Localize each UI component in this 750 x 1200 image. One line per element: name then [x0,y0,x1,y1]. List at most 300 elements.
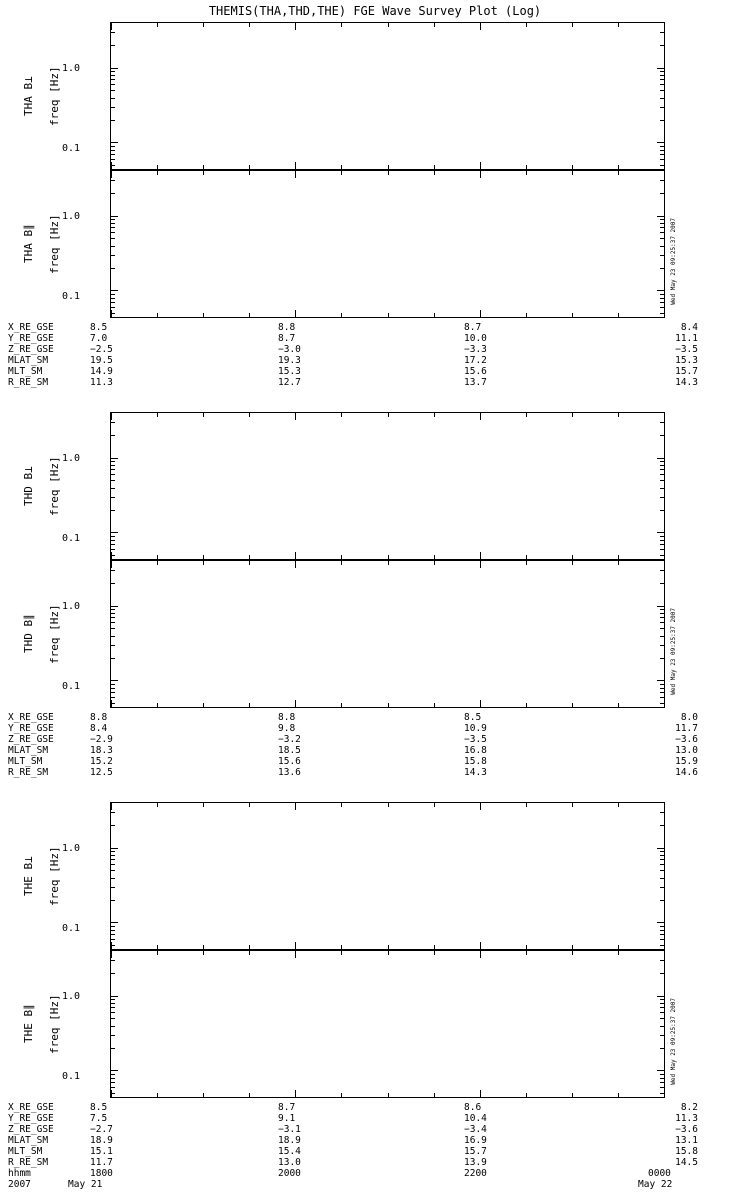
y-tick [111,930,115,931]
ephemeris-row [8,723,748,734]
y-tick [111,536,115,537]
time-axis-ticks [8,1168,748,1179]
y-tick [660,1087,664,1088]
y-tick [111,45,115,46]
y-tick [111,422,115,423]
time-axis-label: hhmm [8,1168,31,1179]
x-tick [341,23,342,27]
x-tick [434,561,435,565]
ephemeris-value: 13.9 [464,1157,487,1168]
ephemeris-value: 11.3 [90,377,113,388]
x-tick [341,171,342,175]
ephemeris-label: Z_RE_GSE [8,734,54,745]
x-tick [388,171,389,175]
y-tick [660,465,664,466]
y-tick [111,268,115,269]
x-tick [618,171,619,175]
x-tick [434,703,435,707]
y-tick [660,302,664,303]
y-tick [111,1012,115,1013]
panel-tha-para [110,170,665,318]
y-tick [660,1007,664,1008]
y-tick [111,934,115,935]
x-tick [618,703,619,707]
y-tick [660,223,664,224]
y-tick [660,617,664,618]
y-tick [660,570,664,571]
time-tick: 0000 [648,1168,671,1179]
y-tick [660,540,664,541]
ephemeris-label: R_RE_SM [8,767,49,778]
y-tick [111,154,115,155]
x-tick [480,942,481,949]
y-tick [111,294,115,295]
x-tick [526,1093,527,1097]
ephemeris-value: 15.2 [90,756,113,767]
ephemeris-value: 8.5 [464,712,482,723]
ephemeris-value: 18.9 [90,1135,113,1146]
ephemeris-value: −3.6 [675,734,698,745]
x-tick [249,703,250,707]
axis-label-tha-perp: THA B⊥ [22,76,35,116]
y-tick [660,474,664,475]
x-tick [388,23,389,27]
y-tick [660,658,664,659]
ephemeris-value: 18.5 [278,745,301,756]
x-tick [157,703,158,707]
y-tick [111,540,115,541]
y-tick [111,851,115,852]
x-tick [249,803,250,807]
ephemeris-value: 15.6 [464,366,487,377]
y-tick [660,180,664,181]
x-tick [157,165,158,169]
y-tick [660,939,664,940]
x-tick [572,555,573,559]
y-tick [111,859,115,860]
y-tick [111,71,115,72]
x-tick [572,703,573,707]
y-tick [111,307,115,308]
y-tick [111,1074,115,1075]
axis-unit-tha-para: freq [Hz] [48,214,61,274]
y-tick [660,645,664,646]
y-tick [111,146,115,147]
y-tick [111,973,115,974]
y-tick [660,544,664,545]
x-tick [295,803,296,810]
y-tick [111,1070,118,1071]
ephemeris-value: 11.3 [675,1113,698,1124]
y-tick [111,692,115,693]
y-tick [111,227,115,228]
y-tick [111,606,118,607]
time-axis-start-date: May 21 [68,1179,103,1190]
ephemeris-label: X_RE_GSE [8,712,54,723]
y-tick [660,1026,664,1027]
y-tick [660,887,664,888]
time-axis-dates [8,1179,748,1190]
x-tick [249,165,250,169]
x-tick [572,561,573,565]
y-tick [111,1018,115,1019]
ephemeris-value: 15.8 [464,756,487,767]
y-tick [111,1078,115,1079]
y-tick [660,107,664,108]
axis-label-thd-para: THD B∥ [22,614,35,654]
x-tick [157,413,158,417]
ephemeris-value: 14.9 [90,366,113,377]
x-tick [618,313,619,317]
ephemeris-value: 16.8 [464,745,487,756]
y-tick [660,1035,664,1036]
x-tick [249,945,250,949]
y-tick [660,232,664,233]
axis-unit-thd-perp: freq [Hz] [48,456,61,516]
ephemeris-row [8,344,748,355]
ephemeris-row [8,745,748,756]
x-tick [388,555,389,559]
time-tick: 2000 [278,1168,301,1179]
y-tick [660,488,664,489]
x-tick [664,310,665,317]
y-tick [660,1018,664,1019]
x-tick [111,942,112,949]
y-tick [111,848,118,849]
ephemeris-label: R_RE_SM [8,1157,49,1168]
x-tick [249,555,250,559]
x-tick [388,951,389,955]
y-tick [111,887,115,888]
ephemeris-value: −3.3 [464,344,487,355]
ephemeris-value: 8.7 [278,1102,296,1113]
y-tick [111,465,115,466]
y-tick [660,497,664,498]
x-tick [341,413,342,417]
y-tick [111,510,115,511]
ephemeris-value: −3.5 [675,344,698,355]
x-tick [664,803,665,810]
y-tick [111,960,115,961]
x-tick [157,171,158,175]
x-tick [157,23,158,27]
x-tick [434,951,435,955]
ephemeris-label: MLT_SM [8,366,43,377]
ephemeris-label: MLAT_SM [8,1135,49,1146]
ephemeris-value: 8.7 [278,333,296,344]
ytick-upper-p5: 1.0 [61,991,80,1002]
x-tick [341,555,342,559]
x-tick [295,310,296,317]
x-tick [295,162,296,169]
x-tick [157,1093,158,1097]
ephemeris-value: 11.1 [675,333,698,344]
time-tick: 1800 [90,1168,113,1179]
y-tick [660,878,664,879]
y-tick [111,219,115,220]
y-tick [660,154,664,155]
ephemeris-value: 15.1 [90,1146,113,1157]
y-tick [657,996,664,997]
x-tick [341,313,342,317]
x-tick [572,945,573,949]
y-tick [660,1074,664,1075]
y-tick [657,142,664,143]
ephemeris-value: 14.5 [675,1157,698,1168]
x-tick [434,555,435,559]
ephemeris-label: MLAT_SM [8,355,49,366]
y-tick [660,422,664,423]
x-tick [526,165,527,169]
y-tick [111,617,115,618]
ephemeris-value: 8.5 [90,1102,108,1113]
ephemeris-label: X_RE_GSE [8,322,54,333]
y-tick [111,1035,115,1036]
render-timestamp-3: Wed May 23 09:25:37 2007 [670,998,677,1085]
y-tick [660,461,664,462]
ephemeris-value: 10.4 [464,1113,487,1124]
ephemeris-value: 19.3 [278,355,301,366]
x-tick [249,561,250,565]
ephemeris-value: 14.6 [675,767,698,778]
y-tick [660,864,664,865]
y-tick [660,536,664,537]
x-tick [388,1093,389,1097]
y-tick [660,146,664,147]
x-tick [295,23,296,30]
y-tick [111,549,115,550]
ephemeris-label: Z_RE_GSE [8,344,54,355]
x-tick [249,951,250,955]
ephemeris-row [8,1146,748,1157]
x-tick [664,1090,665,1097]
ephemeris-value: 15.4 [278,1146,301,1157]
ephemeris-value: 8.6 [464,1102,482,1113]
y-tick [111,878,115,879]
ephemeris-value: 19.5 [90,355,113,366]
y-tick [657,290,664,291]
x-tick [480,803,481,810]
y-tick [657,532,664,533]
x-tick [341,945,342,949]
ephemeris-value: 8.8 [278,712,296,723]
y-tick [660,469,664,470]
x-tick [341,803,342,807]
x-tick [157,555,158,559]
y-tick [660,120,664,121]
y-tick [657,680,664,681]
ephemeris-row [8,1124,748,1135]
y-tick [111,142,118,143]
y-tick [660,219,664,220]
y-tick [660,628,664,629]
y-tick [660,926,664,927]
x-tick [526,561,527,565]
ephemeris-row [8,1157,748,1168]
render-timestamp-2: Wed May 23 09:25:37 2007 [670,608,677,695]
y-tick [111,458,118,459]
y-tick [111,84,115,85]
x-tick [480,552,481,559]
y-tick [111,98,115,99]
panel-the-para [110,950,665,1098]
ephemeris-value: 14.3 [675,377,698,388]
ephemeris-row [8,1102,748,1113]
y-tick [111,107,115,108]
ephemeris-value: 13.6 [278,767,301,778]
ephemeris-value: 7.5 [90,1113,108,1124]
x-tick [388,945,389,949]
ephemeris-value: 11.7 [675,723,698,734]
y-tick [111,474,115,475]
y-tick [660,613,664,614]
y-tick [660,75,664,76]
ephemeris-label: Y_RE_GSE [8,333,54,344]
y-tick [660,999,664,1000]
ephemeris-value: 10.9 [464,723,487,734]
x-tick [111,700,112,707]
x-tick [618,945,619,949]
axis-label-tha-para: THA B∥ [22,224,35,264]
ephemeris-value: 13.7 [464,377,487,388]
y-tick [660,435,664,436]
panel-thd-para [110,560,665,708]
x-tick [111,310,112,317]
y-tick [660,159,664,160]
time-tick: 2200 [464,1168,487,1179]
x-tick [295,1090,296,1097]
y-tick [660,71,664,72]
y-tick [111,926,115,927]
x-tick [203,171,204,175]
x-tick [434,945,435,949]
axis-unit-the-para: freq [Hz] [48,994,61,1054]
y-tick [660,812,664,813]
ephemeris-value: 8.8 [90,712,108,723]
ephemeris-row [8,333,748,344]
y-tick [657,458,664,459]
x-tick [111,561,112,568]
x-tick [526,803,527,807]
ytick-upper-p2: 1.0 [61,453,80,464]
y-tick [660,549,664,550]
y-tick [111,658,115,659]
y-tick [660,609,664,610]
y-tick [111,90,115,91]
ephemeris-label: R_RE_SM [8,377,49,388]
y-tick [111,583,115,584]
x-tick [295,171,296,178]
x-tick [618,803,619,807]
y-tick [660,622,664,623]
ephemeris-value: 15.6 [278,756,301,767]
y-tick [660,960,664,961]
ytick-upper-p3: 1.0 [61,601,80,612]
ephemeris-value: −3.1 [278,1124,301,1135]
y-tick [111,488,115,489]
x-tick [664,552,665,559]
y-tick [111,232,115,233]
x-tick [249,413,250,417]
y-tick [111,1087,115,1088]
x-tick [434,413,435,417]
y-tick [111,480,115,481]
x-tick [572,951,573,955]
y-tick [111,870,115,871]
x-tick [434,23,435,27]
ephemeris-value: 13.1 [675,1135,698,1146]
x-tick [526,413,527,417]
ephemeris-value: 7.0 [90,333,108,344]
y-tick [660,1012,664,1013]
y-tick [111,812,115,813]
y-tick [660,84,664,85]
ephemeris-value: 13.0 [675,745,698,756]
x-tick [526,945,527,949]
y-tick [660,688,664,689]
y-tick [111,1026,115,1027]
x-tick [388,313,389,317]
y-tick [111,570,115,571]
y-tick [660,150,664,151]
y-tick [660,193,664,194]
x-tick [295,561,296,568]
y-tick [111,298,115,299]
x-tick [664,561,665,568]
x-tick [480,700,481,707]
axis-unit-tha-perp: freq [Hz] [48,66,61,126]
x-tick [526,951,527,955]
y-tick [660,684,664,685]
axis-label-the-para: THE B∥ [22,1004,35,1044]
ephemeris-row [8,1113,748,1124]
x-tick [480,171,481,178]
y-tick [660,79,664,80]
x-tick [111,23,112,30]
y-tick [660,298,664,299]
ephemeris-label: MLT_SM [8,756,43,767]
y-tick [657,606,664,607]
y-tick [111,238,115,239]
x-tick [388,413,389,417]
y-tick [660,227,664,228]
y-tick [660,870,664,871]
y-tick [111,150,115,151]
ephemeris-value: 12.5 [90,767,113,778]
x-tick [157,561,158,565]
ephemeris-value: 15.3 [278,366,301,377]
ephemeris-value: 16.9 [464,1135,487,1146]
y-tick [111,636,115,637]
y-tick [660,510,664,511]
y-tick [657,848,664,849]
ytick-lower-p3: 0.1 [61,681,80,692]
y-tick [111,684,115,685]
ytick-upper-p0: 1.0 [61,63,80,74]
x-tick [526,703,527,707]
y-tick [111,999,115,1000]
y-tick [660,855,664,856]
y-tick [111,864,115,865]
ephemeris-value: −3.4 [464,1124,487,1135]
y-tick [660,45,664,46]
ephemeris-value: 9.1 [278,1113,296,1124]
ephemeris-value: 8.2 [680,1102,698,1113]
x-tick [388,803,389,807]
x-tick [618,555,619,559]
y-tick [111,223,115,224]
y-tick [111,900,115,901]
